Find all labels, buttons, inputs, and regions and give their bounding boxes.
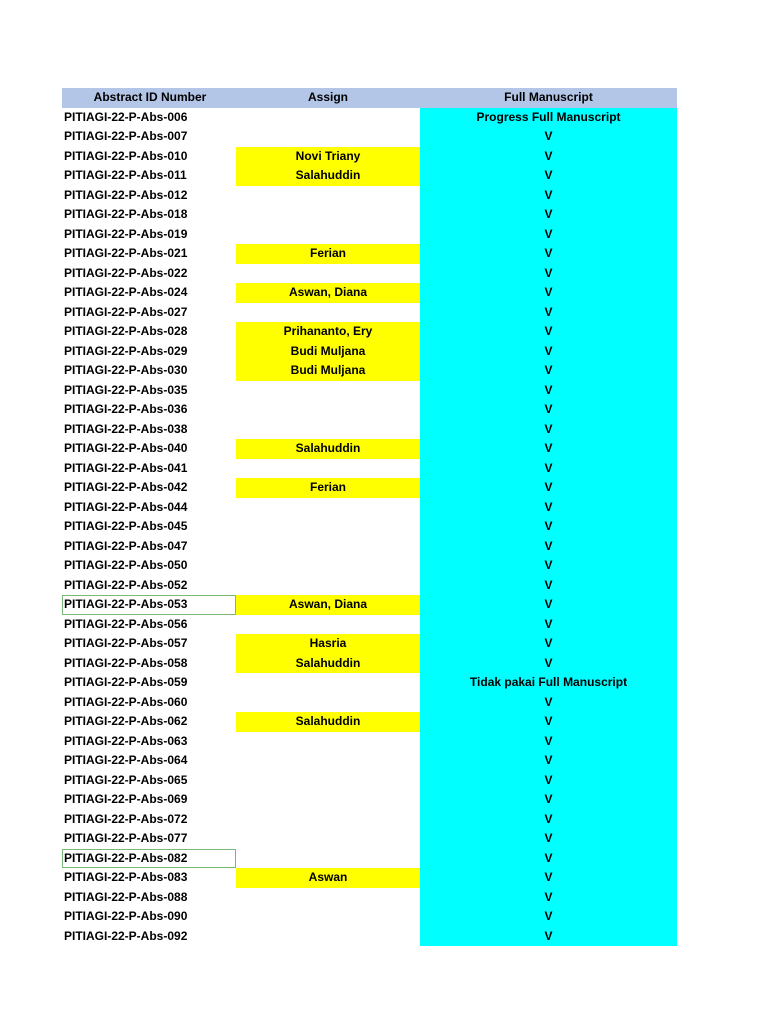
assign-cell[interactable]: Novi Triany — [236, 147, 420, 167]
abstract-id-cell[interactable]: PITIAGI-22-P-Abs-045 — [64, 519, 188, 533]
abstract-id-cell[interactable]: PITIAGI-22-P-Abs-057 — [64, 636, 188, 650]
table-row — [62, 654, 677, 674]
abstract-id-cell[interactable]: PITIAGI-22-P-Abs-062 — [64, 714, 188, 728]
assign-cell[interactable] — [236, 849, 420, 869]
full-manuscript-cell[interactable]: V — [420, 810, 677, 830]
table-row — [62, 400, 677, 420]
abstract-id-cell[interactable]: PITIAGI-22-P-Abs-052 — [64, 577, 188, 592]
header-assign[interactable]: Assign — [236, 88, 420, 108]
abstract-id-cell[interactable]: PITIAGI-22-P-Abs-038 — [64, 421, 188, 436]
abstract-id-cell[interactable]: PITIAGI-22-P-Abs-028 — [64, 324, 188, 338]
table-row — [62, 166, 677, 186]
assign-cell[interactable] — [236, 517, 420, 537]
abstract-id-cell[interactable]: PITIAGI-22-P-Abs-050 — [64, 558, 188, 572]
full-manuscript-cell[interactable]: V — [420, 927, 677, 947]
assign-cell[interactable] — [236, 303, 420, 323]
abstract-id-cell[interactable]: PITIAGI-22-P-Abs-019 — [64, 226, 188, 241]
table-row — [62, 868, 677, 888]
full-manuscript-cell[interactable]: V — [420, 595, 677, 615]
abstract-id-cell[interactable]: PITIAGI-22-P-Abs-053 — [62, 595, 236, 615]
assign-cell[interactable]: Salahuddin — [236, 166, 420, 186]
assign-cell[interactable] — [236, 771, 420, 791]
abstract-id-cell[interactable]: PITIAGI-22-P-Abs-042 — [64, 480, 188, 494]
full-manuscript-cell[interactable]: Tidak pakai Full Manuscript — [420, 673, 677, 693]
full-manuscript-cell[interactable]: V — [420, 186, 677, 206]
full-manuscript-cell[interactable]: V — [420, 322, 677, 342]
full-manuscript-cell[interactable]: V — [420, 166, 677, 186]
full-manuscript-cell[interactable]: V — [420, 576, 677, 596]
abstract-id-cell[interactable]: PITIAGI-22-P-Abs-056 — [64, 616, 188, 631]
assign-cell[interactable]: Salahuddin — [236, 654, 420, 674]
table-row — [62, 810, 677, 830]
abstract-id-cell[interactable]: PITIAGI-22-P-Abs-006 — [64, 109, 188, 124]
abstract-id-cell[interactable]: PITIAGI-22-P-Abs-021 — [64, 246, 188, 260]
full-manuscript-cell[interactable]: V — [420, 420, 677, 440]
assign-cell[interactable] — [236, 400, 420, 420]
assign-cell[interactable] — [236, 225, 420, 245]
table-row — [62, 244, 677, 264]
table-row — [62, 732, 677, 752]
table-row — [62, 322, 677, 342]
assign-cell[interactable] — [236, 829, 420, 849]
table-row — [62, 537, 677, 557]
table-row — [62, 849, 677, 869]
full-manuscript-cell[interactable]: V — [420, 693, 677, 713]
table-row — [62, 829, 677, 849]
header-row — [62, 88, 677, 108]
full-manuscript-cell[interactable]: V — [420, 205, 677, 225]
header-full-manuscript[interactable]: Full Manuscript — [420, 88, 677, 108]
abstract-id-cell[interactable]: PITIAGI-22-P-Abs-029 — [64, 343, 188, 358]
table-row — [62, 907, 677, 927]
abstract-id-cell[interactable]: PITIAGI-22-P-Abs-018 — [64, 207, 188, 221]
table-row — [62, 439, 677, 459]
table-row — [62, 186, 677, 206]
abstract-id-cell[interactable]: PITIAGI-22-P-Abs-024 — [64, 285, 188, 299]
table-row — [62, 673, 677, 693]
abstract-id-cell[interactable]: PITIAGI-22-P-Abs-090 — [64, 909, 188, 923]
full-manuscript-cell[interactable]: V — [420, 634, 677, 654]
table-row — [62, 927, 677, 947]
assign-cell[interactable] — [236, 537, 420, 557]
table-row — [62, 595, 677, 615]
abstract-id-cell[interactable]: PITIAGI-22-P-Abs-069 — [64, 792, 188, 806]
table-row — [62, 420, 677, 440]
abstract-id-cell[interactable]: PITIAGI-22-P-Abs-082 — [62, 849, 236, 869]
table-row — [62, 147, 677, 167]
table-row — [62, 634, 677, 654]
assign-cell[interactable]: Hasria — [236, 634, 420, 654]
abstract-id-cell[interactable]: PITIAGI-22-P-Abs-065 — [64, 772, 188, 787]
assign-cell[interactable] — [236, 108, 420, 128]
assign-cell[interactable] — [236, 381, 420, 401]
full-manuscript-cell[interactable]: V — [420, 459, 677, 479]
abstract-id-cell[interactable]: PITIAGI-22-P-Abs-092 — [64, 928, 188, 943]
table-row — [62, 127, 677, 147]
assign-cell[interactable]: Ferian — [236, 478, 420, 498]
abstract-id-cell[interactable]: PITIAGI-22-P-Abs-047 — [64, 538, 188, 553]
table-row — [62, 888, 677, 908]
assign-cell[interactable]: Salahuddin — [236, 439, 420, 459]
table-row — [62, 751, 677, 771]
assign-cell[interactable]: Aswan — [236, 868, 420, 888]
table-row — [62, 283, 677, 303]
table-row — [62, 205, 677, 225]
full-manuscript-cell[interactable]: V — [420, 127, 677, 147]
table-row — [62, 615, 677, 635]
assign-cell[interactable]: Prihananto, Ery — [236, 322, 420, 342]
full-manuscript-cell[interactable]: V — [420, 361, 677, 381]
table-row — [62, 498, 677, 518]
table-row — [62, 517, 677, 537]
full-manuscript-cell[interactable]: V — [420, 888, 677, 908]
full-manuscript-cell[interactable]: V — [420, 790, 677, 810]
abstract-id-cell[interactable]: PITIAGI-22-P-Abs-010 — [64, 148, 188, 163]
full-manuscript-cell[interactable]: V — [420, 712, 677, 732]
assign-cell[interactable] — [236, 693, 420, 713]
abstract-id-cell[interactable]: PITIAGI-22-P-Abs-041 — [64, 460, 188, 475]
table-row — [62, 790, 677, 810]
assign-cell[interactable] — [236, 420, 420, 440]
full-manuscript-cell[interactable]: V — [420, 264, 677, 284]
table-row — [62, 264, 677, 284]
table-row — [62, 712, 677, 732]
full-manuscript-cell[interactable]: V — [420, 342, 677, 362]
assign-cell[interactable] — [236, 556, 420, 576]
full-manuscript-cell[interactable]: V — [420, 732, 677, 752]
assign-cell[interactable]: Aswan, Diana — [236, 283, 420, 303]
abstract-id-cell[interactable]: PITIAGI-22-P-Abs-063 — [64, 733, 188, 748]
assign-cell[interactable] — [236, 810, 420, 830]
full-manuscript-cell[interactable]: V — [420, 751, 677, 771]
abstract-id-cell[interactable]: PITIAGI-22-P-Abs-077 — [64, 831, 188, 845]
assign-cell[interactable] — [236, 459, 420, 479]
full-manuscript-cell[interactable]: V — [420, 615, 677, 635]
full-manuscript-cell[interactable]: V — [420, 225, 677, 245]
assign-cell[interactable] — [236, 888, 420, 908]
abstract-id-cell[interactable]: PITIAGI-22-P-Abs-044 — [64, 499, 188, 514]
abstract-id-cell[interactable]: PITIAGI-22-P-Abs-064 — [64, 753, 188, 767]
full-manuscript-cell[interactable]: V — [420, 400, 677, 420]
assign-cell[interactable] — [236, 264, 420, 284]
abstract-id-cell[interactable]: PITIAGI-22-P-Abs-012 — [64, 187, 188, 202]
table-row — [62, 342, 677, 362]
table-body — [62, 108, 677, 947]
table-row — [62, 478, 677, 498]
table-row — [62, 771, 677, 791]
abstract-id-cell[interactable]: PITIAGI-22-P-Abs-083 — [64, 870, 188, 884]
abstract-id-cell[interactable]: PITIAGI-22-P-Abs-007 — [64, 129, 188, 143]
full-manuscript-cell[interactable]: V — [420, 829, 677, 849]
full-manuscript-cell[interactable]: V — [420, 907, 677, 927]
full-manuscript-cell[interactable]: V — [420, 868, 677, 888]
abstract-id-cell[interactable]: PITIAGI-22-P-Abs-040 — [64, 441, 188, 455]
abstract-id-cell[interactable]: PITIAGI-22-P-Abs-088 — [64, 889, 188, 904]
full-manuscript-cell[interactable]: V — [420, 771, 677, 791]
full-manuscript-cell[interactable]: V — [420, 556, 677, 576]
abstract-id-cell[interactable]: PITIAGI-22-P-Abs-072 — [64, 811, 188, 826]
full-manuscript-cell[interactable]: V — [420, 654, 677, 674]
assign-cell[interactable] — [236, 498, 420, 518]
assign-cell[interactable] — [236, 907, 420, 927]
abstract-id-cell[interactable]: PITIAGI-22-P-Abs-011 — [64, 168, 187, 182]
abstract-id-cell[interactable]: PITIAGI-22-P-Abs-022 — [64, 265, 188, 280]
abstract-id-cell[interactable]: PITIAGI-22-P-Abs-060 — [64, 694, 188, 709]
assign-cell[interactable] — [236, 576, 420, 596]
full-manuscript-cell[interactable]: V — [420, 478, 677, 498]
full-manuscript-cell[interactable]: V — [420, 283, 677, 303]
table-row — [62, 361, 677, 381]
abstract-id-cell[interactable]: PITIAGI-22-P-Abs-058 — [64, 655, 188, 670]
abstract-id-cell[interactable]: PITIAGI-22-P-Abs-030 — [64, 363, 188, 377]
table-row — [62, 225, 677, 245]
table-row — [62, 556, 677, 576]
assign-cell[interactable] — [236, 205, 420, 225]
full-manuscript-cell[interactable]: V — [420, 244, 677, 264]
full-manuscript-cell[interactable]: V — [420, 849, 677, 869]
assign-cell[interactable]: Aswan, Diana — [236, 595, 420, 615]
table-row — [62, 381, 677, 401]
assign-cell[interactable] — [236, 186, 420, 206]
header-abstract-id[interactable]: Abstract ID Number — [62, 88, 236, 108]
full-manuscript-cell[interactable]: V — [420, 498, 677, 518]
abstract-id-cell[interactable]: PITIAGI-22-P-Abs-036 — [64, 402, 188, 416]
table-row — [62, 693, 677, 713]
assign-cell[interactable] — [236, 732, 420, 752]
table-row — [62, 108, 677, 128]
assign-cell[interactable]: Budi Muljana — [236, 361, 420, 381]
abstract-id-cell[interactable]: PITIAGI-22-P-Abs-059 — [64, 675, 188, 689]
assign-cell[interactable] — [236, 615, 420, 635]
full-manuscript-cell[interactable]: V — [420, 537, 677, 557]
assign-cell[interactable] — [236, 127, 420, 147]
full-manuscript-cell[interactable]: V — [420, 381, 677, 401]
table-row — [62, 576, 677, 596]
assign-cell[interactable] — [236, 790, 420, 810]
assign-cell[interactable] — [236, 673, 420, 693]
full-manuscript-cell[interactable]: V — [420, 147, 677, 167]
full-manuscript-cell[interactable]: V — [420, 439, 677, 459]
full-manuscript-cell[interactable]: V — [420, 517, 677, 537]
abstract-id-cell[interactable]: PITIAGI-22-P-Abs-035 — [64, 382, 188, 397]
full-manuscript-cell[interactable]: Progress Full Manuscript — [420, 108, 677, 128]
assign-cell[interactable] — [236, 927, 420, 947]
abstract-id-cell[interactable]: PITIAGI-22-P-Abs-027 — [64, 304, 188, 319]
table-row — [62, 459, 677, 479]
assign-cell[interactable] — [236, 751, 420, 771]
full-manuscript-cell[interactable]: V — [420, 303, 677, 323]
assign-cell[interactable]: Budi Muljana — [236, 342, 420, 362]
assign-cell[interactable]: Salahuddin — [236, 712, 420, 732]
assign-cell[interactable]: Ferian — [236, 244, 420, 264]
table-row — [62, 303, 677, 323]
spreadsheet-table — [62, 88, 677, 946]
